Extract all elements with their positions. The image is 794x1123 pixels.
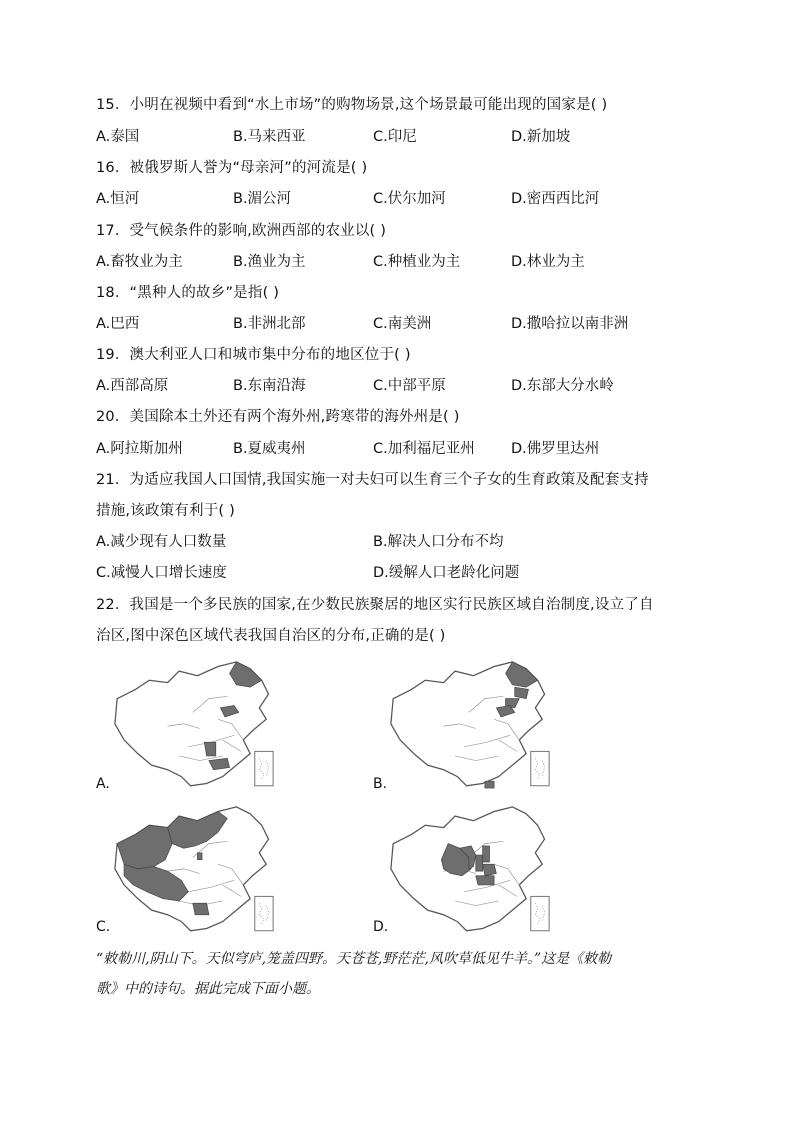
question-17-stem: 17．受气候条件的影响,欧洲西部的农业以( )	[96, 223, 387, 239]
region-shanxi	[483, 846, 490, 862]
map-option-d	[384, 800, 556, 940]
question-19-option-a: A.西部高原	[96, 378, 169, 394]
region-hainan	[485, 781, 494, 788]
question-15-stem: 15．小明在视频中看到“水上市场”的购物场景,这个场景最可能出现的国家是( )	[96, 97, 608, 113]
south-china-sea-inset	[255, 751, 273, 785]
south-china-sea-inset	[531, 896, 549, 930]
question-20-option-c: C.加利福尼亚州	[373, 441, 475, 457]
question-19-option-c: C.中部平原	[373, 378, 446, 394]
question-18-option-a: A.巴西	[96, 316, 140, 332]
map-label-d: D.	[373, 919, 389, 935]
question-17-option-b: B.渔业为主	[233, 254, 306, 270]
question-16-option-a: A.恒河	[96, 191, 140, 207]
region-shaanxi	[476, 855, 483, 871]
question-17-option-c: C.种植业为主	[373, 254, 461, 270]
question-20-option-a: A.阿拉斯加州	[96, 441, 183, 457]
region-jilin	[515, 687, 529, 698]
question-18-option-c: C.南美洲	[373, 316, 432, 332]
region-henan	[483, 864, 497, 875]
question-19-option-b: B.东南沿海	[233, 378, 306, 394]
region-hubei	[476, 876, 494, 885]
map-label-b: B.	[373, 776, 388, 792]
question-15-option-a: A.泰国	[96, 129, 140, 145]
question-20-option-b: B.夏威夷州	[233, 441, 306, 457]
question-16-option-c: C.伏尔加河	[373, 191, 446, 207]
question-18-stem: 18．“黑种人的故乡”是指( )	[96, 285, 280, 301]
question-20-option-d: D.佛罗里达州	[511, 441, 600, 457]
question-18-option-d: D.撒哈拉以南非洲	[511, 316, 629, 332]
question-21-stem-line2: 措施,该政策有利于( )	[96, 503, 235, 519]
question-21-option-b: B.解决人口分布不均	[373, 534, 504, 550]
question-16-stem: 16．被俄罗斯人誉为“母亲河”的河流是( )	[96, 160, 368, 176]
question-21-stem-line1: 21．为适应我国人口国情,我国实施一对夫妇可以生育三个子女的生育政策及配套支持	[96, 472, 649, 488]
poem-intro	[96, 944, 706, 1004]
question-15-option-d: D.新加坡	[511, 129, 571, 145]
question-16-option-b: B.湄公河	[233, 191, 292, 207]
question-16-option-d: D.密西西比河	[511, 191, 600, 207]
question-21-option-d: D.缓解人口老龄化问题	[373, 565, 520, 581]
question-15-option-b: B.马来西亚	[233, 129, 306, 145]
question-21-option-a: A.减少现有人口数量	[96, 534, 227, 550]
map-option-c	[108, 800, 280, 940]
region-guangxi	[193, 903, 209, 914]
question-22-stem-line2: 治区,图中深色区域代表我国自治区的分布,正确的是( )	[96, 628, 446, 644]
question-17-option-d: D.林业为主	[511, 254, 585, 270]
poem-line-1: “敕勒川,阴山下。天似穹庐,笼盖四野。天苍苍,野茫茫,风吹草低见牛羊。”这是《敕勒	[96, 951, 612, 967]
region-hunan	[204, 742, 215, 756]
question-20-stem: 20．美国除本土外还有两个海外州,跨寒带的海外州是( )	[96, 409, 460, 425]
question-19-option-d: D.东部大分水岭	[511, 378, 614, 394]
question-15-option-c: C.印尼	[373, 129, 417, 145]
question-22-stem-line1: 22．我国是一个多民族的国家,在少数民族聚居的地区实行民族区域自治制度,设立了自	[96, 597, 654, 613]
map-option-a	[108, 655, 280, 795]
question-18-option-b: B.非洲北部	[233, 316, 306, 332]
region-ningxia	[197, 853, 202, 860]
question-19-stem: 19．澳大利亚人口和城市集中分布的地区位于( )	[96, 347, 411, 363]
map-label-a: A.	[96, 776, 110, 792]
south-china-sea-inset	[255, 896, 273, 930]
question-17-option-a: A.畜牧业为主	[96, 254, 183, 270]
map-label-c: C.	[96, 919, 111, 935]
map-option-b	[384, 655, 556, 795]
south-china-sea-inset	[531, 751, 549, 785]
question-21-option-c: C.减慢人口增长速度	[96, 565, 227, 581]
poem-line-2: 歌》中的诗句。据此完成下面小题。	[96, 981, 320, 997]
